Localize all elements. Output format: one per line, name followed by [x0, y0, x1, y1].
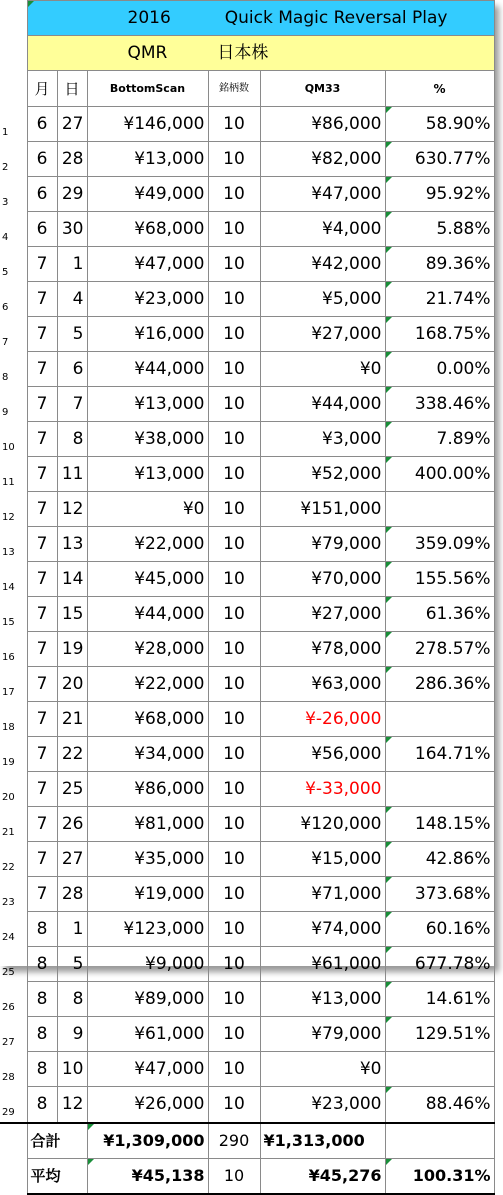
cell-qm33[interactable]: ¥27,000: [260, 597, 385, 632]
cell-bottomscan[interactable]: ¥47,000: [87, 1052, 208, 1087]
table-row: [0, 1052, 494, 1087]
cell-pct[interactable]: 168.75%: [385, 317, 494, 352]
cell-month[interactable]: 7: [27, 632, 57, 667]
cell-pct[interactable]: 400.00%: [385, 457, 494, 492]
table-row: [0, 317, 494, 352]
cell-bottomscan[interactable]: ¥38,000: [87, 422, 208, 457]
cell-count[interactable]: 10: [208, 842, 260, 877]
cell-pct[interactable]: 14.61%: [385, 982, 494, 1017]
row-number[interactable]: 22: [0, 842, 27, 877]
cell-qm33[interactable]: ¥0: [260, 352, 385, 387]
cell-pct[interactable]: 88.46%: [385, 1087, 494, 1123]
table-row: [0, 597, 494, 632]
header-bottomscan[interactable]: BottomScan: [87, 71, 208, 107]
cell-day[interactable]: 13: [57, 527, 87, 562]
averages-row: [0, 1159, 494, 1194]
cell-qm33[interactable]: ¥13,000: [260, 982, 385, 1017]
table-row: [0, 562, 494, 597]
cell-bottomscan[interactable]: ¥89,000: [87, 982, 208, 1017]
cell-pct[interactable]: [385, 1052, 494, 1087]
cell-day[interactable]: 19: [57, 632, 87, 667]
cell-pct[interactable]: 7.89%: [385, 422, 494, 457]
cell-month[interactable]: 8: [27, 912, 57, 947]
totals-label[interactable]: 合計: [27, 1123, 87, 1159]
cell-count[interactable]: 10: [208, 1087, 260, 1123]
cell-month[interactable]: 7: [27, 597, 57, 632]
cell-day[interactable]: 21: [57, 702, 87, 737]
totals-qm33[interactable]: ¥1,313,000: [260, 1123, 385, 1159]
cell-month[interactable]: 7: [27, 772, 57, 807]
cell-qm33[interactable]: ¥61,000: [260, 947, 385, 982]
header-day[interactable]: 日: [57, 71, 87, 107]
cell-count[interactable]: 10: [208, 317, 260, 352]
cell-bottomscan[interactable]: ¥13,000: [87, 142, 208, 177]
row-number[interactable]: 12: [0, 492, 27, 527]
cell-qm33[interactable]: ¥27,000: [260, 317, 385, 352]
cell-count[interactable]: 10: [208, 632, 260, 667]
row-number[interactable]: 23: [0, 877, 27, 912]
table-row: [0, 877, 494, 912]
cell-count[interactable]: 10: [208, 527, 260, 562]
cell-qm33[interactable]: ¥-33,000: [260, 772, 385, 807]
header-pct[interactable]: %: [385, 71, 494, 107]
cell-month[interactable]: 7: [27, 667, 57, 702]
row-number[interactable]: 17: [0, 667, 27, 702]
cell-count[interactable]: 10: [208, 107, 260, 142]
cell-qm33[interactable]: ¥47,000: [260, 177, 385, 212]
cell-pct[interactable]: 359.09%: [385, 527, 494, 562]
row-number[interactable]: 14: [0, 562, 27, 597]
row-number[interactable]: 29: [0, 1087, 27, 1123]
cell-qm33[interactable]: ¥79,000: [260, 527, 385, 562]
cell-qm33[interactable]: ¥79,000: [260, 1017, 385, 1052]
subtitle-row: [0, 36, 494, 71]
cell-month[interactable]: 8: [27, 1052, 57, 1087]
cell-qm33[interactable]: ¥151,000: [260, 492, 385, 527]
cell-bottomscan[interactable]: ¥16,000: [87, 317, 208, 352]
cell-count[interactable]: 10: [208, 912, 260, 947]
cell-month[interactable]: 7: [27, 422, 57, 457]
row-number[interactable]: 25: [0, 947, 27, 982]
cell-qm33[interactable]: ¥70,000: [260, 562, 385, 597]
cell-month[interactable]: 7: [27, 527, 57, 562]
cell-bottomscan[interactable]: ¥44,000: [87, 352, 208, 387]
cell-month[interactable]: 7: [27, 877, 57, 912]
totals-pct[interactable]: [385, 1123, 494, 1159]
cell-bottomscan[interactable]: ¥81,000: [87, 807, 208, 842]
cell-pct[interactable]: 60.16%: [385, 912, 494, 947]
cell-day[interactable]: 9: [57, 1017, 87, 1052]
cell-count[interactable]: 10: [208, 667, 260, 702]
row-number[interactable]: 18: [0, 702, 27, 737]
cell-month[interactable]: 7: [27, 317, 57, 352]
subtitle-market: 日本株: [217, 43, 269, 63]
cell-bottomscan[interactable]: ¥45,000: [87, 562, 208, 597]
cell-count[interactable]: 10: [208, 177, 260, 212]
cell-bottomscan[interactable]: ¥26,000: [87, 1087, 208, 1123]
cell-pct[interactable]: 278.57%: [385, 632, 494, 667]
cell-month[interactable]: 7: [27, 352, 57, 387]
cell-bottomscan[interactable]: ¥61,000: [87, 1017, 208, 1052]
cell-day[interactable]: 26: [57, 807, 87, 842]
cell-day[interactable]: 5: [57, 947, 87, 982]
table-row: [0, 107, 494, 142]
row-number[interactable]: 24: [0, 912, 27, 947]
cell-month[interactable]: 7: [27, 492, 57, 527]
table-row: [0, 842, 494, 877]
cell-qm33[interactable]: ¥0: [260, 1052, 385, 1087]
cell-count[interactable]: 10: [208, 247, 260, 282]
header-month[interactable]: 月: [27, 71, 57, 107]
cell-month[interactable]: 8: [27, 947, 57, 982]
totals-bottomscan[interactable]: ¥1,309,000: [87, 1123, 208, 1159]
table-row: [0, 947, 494, 982]
cell-day[interactable]: 8: [57, 422, 87, 457]
row-number[interactable]: 19: [0, 737, 27, 772]
cell-count[interactable]: 10: [208, 702, 260, 737]
averages-count[interactable]: 10: [208, 1159, 260, 1194]
cell-day[interactable]: 12: [57, 492, 87, 527]
cell-bottomscan[interactable]: ¥0: [87, 492, 208, 527]
row-number[interactable]: 15: [0, 597, 27, 632]
cell-month[interactable]: 6: [27, 142, 57, 177]
table-row: [0, 1017, 494, 1052]
cell-pct[interactable]: [385, 702, 494, 737]
table-row: [0, 667, 494, 702]
title-name: Quick Magic Reversal Play: [224, 8, 448, 28]
cell-day[interactable]: 10: [57, 1052, 87, 1087]
cell-month[interactable]: 6: [27, 107, 57, 142]
table-row: [0, 737, 494, 772]
cell-pct[interactable]: 630.77%: [385, 142, 494, 177]
cell-pct[interactable]: 95.92%: [385, 177, 494, 212]
row-number[interactable]: 26: [0, 982, 27, 1017]
cell-month[interactable]: 7: [27, 247, 57, 282]
header-row: [0, 71, 494, 107]
averages-pct[interactable]: 100.31%: [385, 1159, 494, 1194]
table-row: [0, 912, 494, 947]
table-row: [0, 807, 494, 842]
cell-bottomscan[interactable]: ¥34,000: [87, 737, 208, 772]
table-row: [0, 492, 494, 527]
averages-label[interactable]: 平均: [27, 1159, 87, 1194]
row-number[interactable]: 2: [0, 142, 27, 177]
cell-pct[interactable]: 164.71%: [385, 737, 494, 772]
table-row: [0, 527, 494, 562]
header-count[interactable]: 銘柄数: [208, 71, 260, 107]
cell-day[interactable]: 20: [57, 667, 87, 702]
cell-qm33[interactable]: ¥63,000: [260, 667, 385, 702]
cell-count[interactable]: 10: [208, 1017, 260, 1052]
row-number[interactable]: 11: [0, 457, 27, 492]
cell-bottomscan[interactable]: ¥22,000: [87, 667, 208, 702]
cell-pct[interactable]: 129.51%: [385, 1017, 494, 1052]
cell-day[interactable]: 28: [57, 142, 87, 177]
cell-day[interactable]: 4: [57, 282, 87, 317]
cell-month[interactable]: 7: [27, 807, 57, 842]
cell-qm33[interactable]: ¥56,000: [260, 737, 385, 772]
cell-bottomscan[interactable]: ¥9,000: [87, 947, 208, 982]
cell-qm33[interactable]: ¥4,000: [260, 212, 385, 247]
cell-day[interactable]: 29: [57, 177, 87, 212]
cell-count[interactable]: 10: [208, 807, 260, 842]
row-number[interactable]: 4: [0, 212, 27, 247]
cell-month[interactable]: 6: [27, 177, 57, 212]
row-number[interactable]: 21: [0, 807, 27, 842]
cell-day[interactable]: 1: [57, 247, 87, 282]
cell-qm33[interactable]: ¥52,000: [260, 457, 385, 492]
table-row: [0, 212, 494, 247]
cell-day[interactable]: 25: [57, 772, 87, 807]
cell-bottomscan[interactable]: ¥123,000: [87, 912, 208, 947]
cell-qm33[interactable]: ¥82,000: [260, 142, 385, 177]
table-row: [0, 387, 494, 422]
cell-qm33[interactable]: ¥23,000: [260, 1087, 385, 1123]
cell-qm33[interactable]: ¥-26,000: [260, 702, 385, 737]
cell-bottomscan[interactable]: ¥19,000: [87, 877, 208, 912]
cell-month[interactable]: 7: [27, 387, 57, 422]
row-number[interactable]: 5: [0, 247, 27, 282]
table-row: [0, 772, 494, 807]
cell-day[interactable]: 27: [57, 107, 87, 142]
cell-count[interactable]: 10: [208, 947, 260, 982]
row-number[interactable]: 6: [0, 282, 27, 317]
sheet-title[interactable]: [27, 1, 494, 36]
cell-count[interactable]: 10: [208, 772, 260, 807]
row-number[interactable]: 9: [0, 387, 27, 422]
totals-row: [0, 1123, 494, 1159]
cell-day[interactable]: 7: [57, 387, 87, 422]
table-row: [0, 1087, 494, 1123]
cell-day[interactable]: 30: [57, 212, 87, 247]
cell-count[interactable]: 10: [208, 562, 260, 597]
row-number[interactable]: 1: [0, 107, 27, 142]
cell-qm33[interactable]: ¥120,000: [260, 807, 385, 842]
cell-pct[interactable]: 42.86%: [385, 842, 494, 877]
cell-bottomscan[interactable]: ¥35,000: [87, 842, 208, 877]
cell-qm33[interactable]: ¥42,000: [260, 247, 385, 282]
cell-count[interactable]: 10: [208, 387, 260, 422]
cell-bottomscan[interactable]: ¥146,000: [87, 107, 208, 142]
cell-bottomscan[interactable]: ¥68,000: [87, 702, 208, 737]
cell-pct[interactable]: 0.00%: [385, 352, 494, 387]
table-row: [0, 457, 494, 492]
row-number[interactable]: 28: [0, 1052, 27, 1087]
row-number[interactable]: 3: [0, 177, 27, 212]
cell-pct[interactable]: [385, 772, 494, 807]
table-row: [0, 982, 494, 1017]
cell-month[interactable]: 7: [27, 702, 57, 737]
averages-bottomscan[interactable]: ¥45,138: [87, 1159, 208, 1194]
cell-pct[interactable]: 58.90%: [385, 107, 494, 142]
cell-count[interactable]: 10: [208, 982, 260, 1017]
cell-pct[interactable]: 373.68%: [385, 877, 494, 912]
sheet-subtitle[interactable]: [27, 36, 494, 71]
cell-bottomscan[interactable]: ¥44,000: [87, 597, 208, 632]
cell-month[interactable]: 6: [27, 212, 57, 247]
row-number[interactable]: 7: [0, 317, 27, 352]
cell-bottomscan[interactable]: ¥23,000: [87, 282, 208, 317]
row-number[interactable]: 10: [0, 422, 27, 457]
title-year: 2016: [127, 8, 171, 28]
table-row: [0, 422, 494, 457]
table-row: [0, 632, 494, 667]
cell-month[interactable]: 7: [27, 282, 57, 317]
cell-month[interactable]: 8: [27, 1017, 57, 1052]
cell-qm33[interactable]: ¥3,000: [260, 422, 385, 457]
cell-day[interactable]: 1: [57, 912, 87, 947]
table-row: [0, 282, 494, 317]
cell-pct[interactable]: 155.56%: [385, 562, 494, 597]
cell-count[interactable]: 10: [208, 422, 260, 457]
cell-day[interactable]: 8: [57, 982, 87, 1017]
cell-day[interactable]: 15: [57, 597, 87, 632]
cell-day[interactable]: 11: [57, 457, 87, 492]
row-number[interactable]: 13: [0, 527, 27, 562]
cell-qm33[interactable]: ¥5,000: [260, 282, 385, 317]
cell-pct[interactable]: 61.36%: [385, 597, 494, 632]
cell-qm33[interactable]: ¥78,000: [260, 632, 385, 667]
cell-qm33[interactable]: ¥86,000: [260, 107, 385, 142]
cell-pct[interactable]: 21.74%: [385, 282, 494, 317]
subtitle-code: QMR: [127, 43, 168, 63]
cell-count[interactable]: 10: [208, 492, 260, 527]
row-number[interactable]: 20: [0, 772, 27, 807]
table-row: [0, 177, 494, 212]
row-number[interactable]: 16: [0, 632, 27, 667]
header-qm33[interactable]: QM33: [260, 71, 385, 107]
row-number[interactable]: 27: [0, 1017, 27, 1052]
table-row: [0, 142, 494, 177]
cell-count[interactable]: 10: [208, 212, 260, 247]
cell-day[interactable]: 5: [57, 317, 87, 352]
cell-month[interactable]: 7: [27, 737, 57, 772]
cell-count[interactable]: 10: [208, 597, 260, 632]
cell-bottomscan[interactable]: ¥13,000: [87, 387, 208, 422]
cell-count[interactable]: 10: [208, 457, 260, 492]
cell-count[interactable]: 10: [208, 1052, 260, 1087]
cell-bottomscan[interactable]: ¥68,000: [87, 212, 208, 247]
cell-bottomscan[interactable]: ¥47,000: [87, 247, 208, 282]
cell-bottomscan[interactable]: ¥28,000: [87, 632, 208, 667]
row-number[interactable]: 8: [0, 352, 27, 387]
cell-bottomscan[interactable]: ¥49,000: [87, 177, 208, 212]
cell-count[interactable]: 10: [208, 352, 260, 387]
cell-qm33[interactable]: ¥15,000: [260, 842, 385, 877]
cell-bottomscan[interactable]: ¥86,000: [87, 772, 208, 807]
cell-month[interactable]: 8: [27, 1087, 57, 1123]
cell-count[interactable]: 10: [208, 877, 260, 912]
cell-day[interactable]: 27: [57, 842, 87, 877]
cell-day[interactable]: 28: [57, 877, 87, 912]
table-row: [0, 702, 494, 737]
title-row: [0, 1, 494, 36]
table-row: [0, 352, 494, 387]
cell-pct[interactable]: 5.88%: [385, 212, 494, 247]
cell-qm33[interactable]: ¥74,000: [260, 912, 385, 947]
cell-bottomscan[interactable]: ¥22,000: [87, 527, 208, 562]
cell-month[interactable]: 7: [27, 562, 57, 597]
cell-day[interactable]: 6: [57, 352, 87, 387]
cell-qm33[interactable]: ¥44,000: [260, 387, 385, 422]
cell-pct[interactable]: 677.78%: [385, 947, 494, 982]
cell-pct[interactable]: 89.36%: [385, 247, 494, 282]
cell-month[interactable]: 7: [27, 457, 57, 492]
cell-pct[interactable]: 286.36%: [385, 667, 494, 702]
cell-month[interactable]: 7: [27, 842, 57, 877]
cell-pct[interactable]: [385, 492, 494, 527]
cell-month[interactable]: 8: [27, 982, 57, 1017]
averages-qm33[interactable]: ¥45,276: [260, 1159, 385, 1194]
cell-day[interactable]: 22: [57, 737, 87, 772]
cell-pct[interactable]: 148.15%: [385, 807, 494, 842]
table-row: [0, 247, 494, 282]
cell-count[interactable]: 10: [208, 737, 260, 772]
cell-day[interactable]: 14: [57, 562, 87, 597]
cell-pct[interactable]: 338.46%: [385, 387, 494, 422]
cell-count[interactable]: 10: [208, 142, 260, 177]
totals-count[interactable]: 290: [208, 1123, 260, 1159]
cell-count[interactable]: 10: [208, 282, 260, 317]
cell-bottomscan[interactable]: ¥13,000: [87, 457, 208, 492]
cell-day[interactable]: 12: [57, 1087, 87, 1123]
cell-qm33[interactable]: ¥71,000: [260, 877, 385, 912]
